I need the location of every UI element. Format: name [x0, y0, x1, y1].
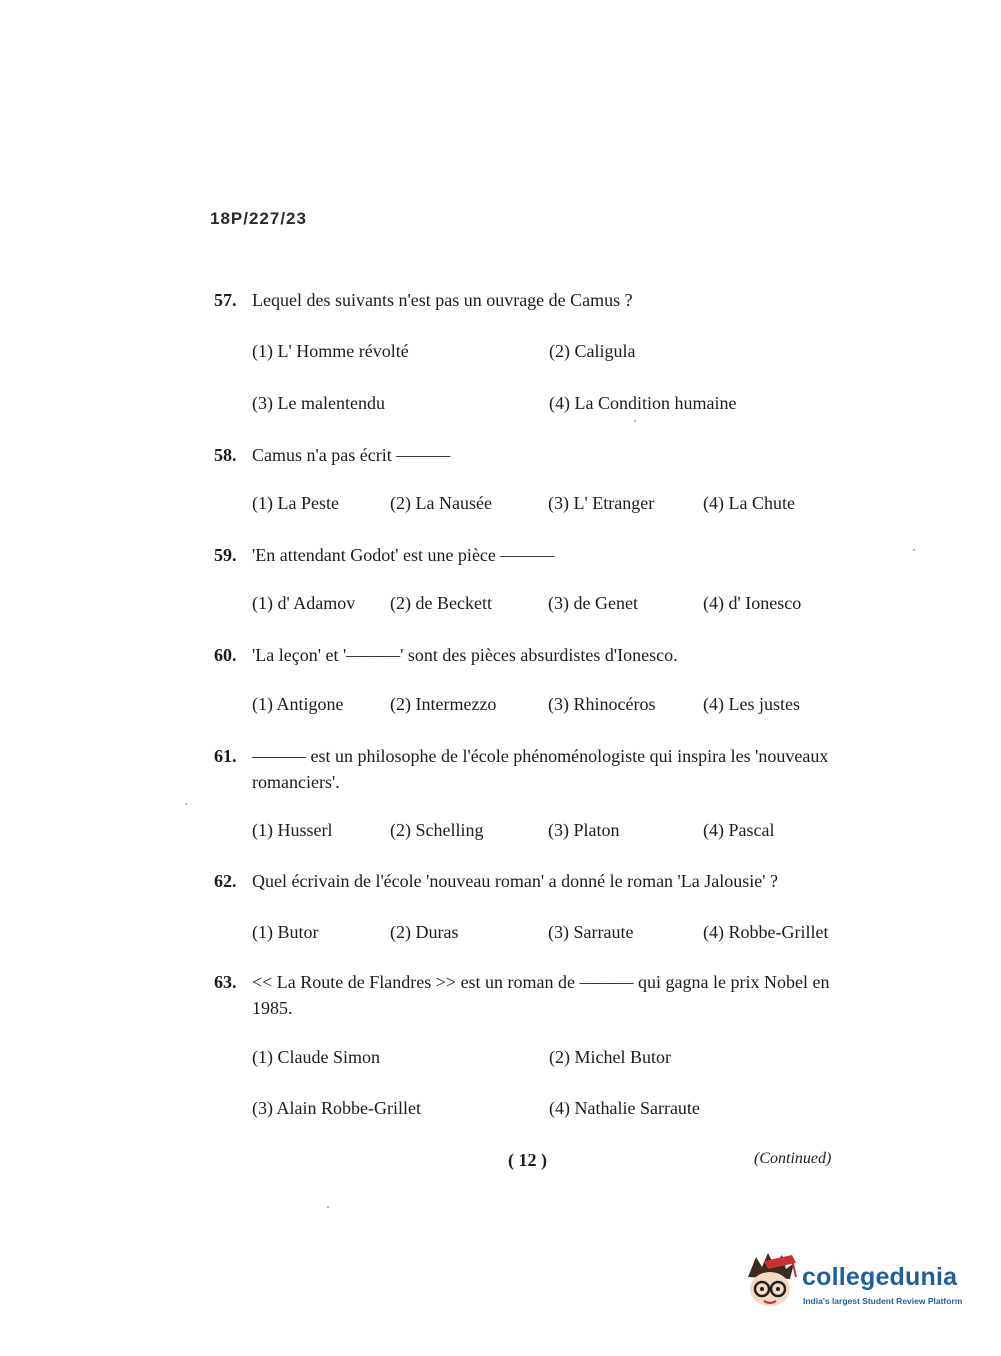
option: (3) Platon — [548, 820, 620, 840]
option: (1) d' Adamov — [252, 593, 356, 613]
option: (4) La Condition humaine — [549, 393, 737, 413]
option: (4) Nathalie Sarraute — [549, 1098, 700, 1118]
question-number: 61. — [214, 746, 237, 766]
scan-speck — [327, 1206, 329, 1208]
option: (1) Husserl — [252, 820, 333, 840]
paper-code: 18P/227/23 — [210, 209, 307, 228]
question-text: Camus n'a pas écrit ——— — [252, 445, 451, 465]
option: (3) de Genet — [548, 593, 638, 613]
option: (4) La Chute — [703, 493, 795, 513]
option: (4) Pascal — [703, 820, 775, 840]
option: (2) de Beckett — [390, 593, 492, 613]
question-number: 59. — [214, 545, 237, 565]
collegedunia-watermark — [742, 1251, 972, 1313]
option: (1) Antigone — [252, 694, 344, 714]
question-number: 57. — [214, 290, 237, 310]
option: (4) d' Ionesco — [703, 593, 802, 613]
option: (1) Claude Simon — [252, 1047, 380, 1067]
option: (2) Caligula — [549, 341, 636, 361]
options-row — [252, 919, 852, 945]
option: (3) Le malentendu — [252, 393, 385, 413]
scan-speck — [913, 549, 915, 551]
options-row — [252, 490, 852, 516]
continued-label: (Continued) — [754, 1150, 832, 1167]
option: (3) L' Etranger — [548, 493, 655, 513]
option: (3) Sarraute — [548, 922, 634, 942]
option: (2) Michel Butor — [549, 1047, 671, 1067]
page-number: ( 12 ) — [508, 1150, 547, 1170]
option: (2) La Nausée — [390, 493, 492, 513]
option: (2) Intermezzo — [390, 694, 497, 714]
question-text: 'La leçon' et '———' sont des pièces absurdistes d'Ionesco. — [252, 645, 678, 665]
option: (1) Butor — [252, 922, 319, 942]
option: (3) Alain Robbe-Grillet — [252, 1098, 421, 1118]
options-row — [252, 338, 852, 364]
option: (4) Les justes — [703, 694, 800, 714]
option: (3) Rhinocéros — [548, 694, 656, 714]
option: (1) L' Homme révolté — [252, 341, 409, 361]
scan-speck — [185, 803, 187, 805]
question-number: 58. — [214, 445, 237, 465]
brand-tagline: India's largest Student Review Platform — [803, 1296, 963, 1306]
option: (2) Duras — [390, 922, 459, 942]
options-row — [252, 590, 852, 616]
question-number: 62. — [214, 871, 237, 891]
option: (1) La Peste — [252, 493, 339, 513]
brand-name: collegedunia — [802, 1263, 958, 1291]
question-text: Lequel des suivants n'est pas un ouvrage de Camus ? — [252, 290, 633, 310]
option: (2) Schelling — [390, 820, 484, 840]
question-number: 60. — [214, 645, 237, 665]
options-row — [252, 691, 852, 717]
option: (4) Robbe-Grillet — [703, 922, 829, 942]
options-row — [252, 1044, 852, 1070]
options-row — [252, 817, 852, 843]
question-text: ——— est un philosophe de l'école phénoménologiste qui inspira les 'nouveaux romanciers'. — [252, 746, 829, 792]
question-number: 63. — [214, 972, 237, 992]
scan-speck — [634, 420, 636, 422]
options-row — [252, 390, 852, 416]
question-text: Quel écrivain de l'école 'nouveau roman' a donné le roman 'La Jalousie' ? — [252, 871, 779, 891]
mascot-logo-icon — [742, 1251, 798, 1309]
question-text: << La Route de Flandres >> est un roman de ——— qui gagna le prix Nobel en 1985. — [252, 972, 830, 1018]
options-row — [252, 1095, 852, 1121]
question-text: 'En attendant Godot' est une pièce ——— — [252, 545, 555, 565]
